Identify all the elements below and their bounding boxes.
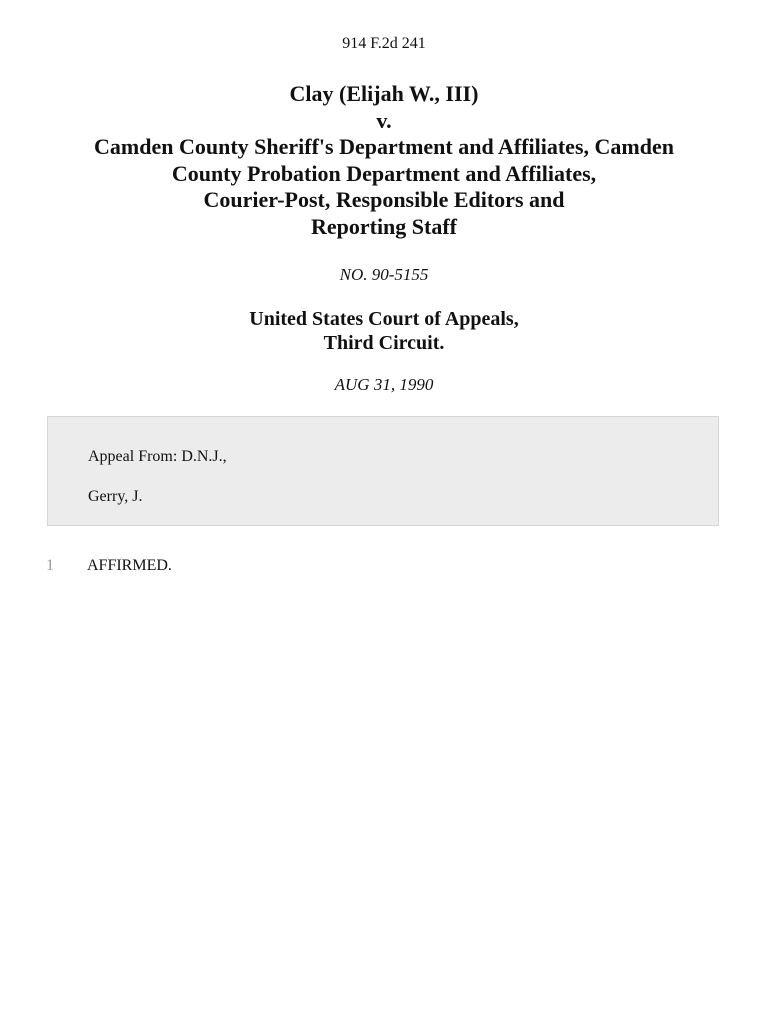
paragraph-text: AFFIRMED.: [87, 557, 172, 574]
judge-text: Gerry, J.: [88, 488, 143, 505]
court-name-line: United States Court of Appeals,: [249, 308, 519, 330]
appeal-from-text: Appeal From: D.N.J.,: [88, 448, 227, 465]
case-title-line: Camden County Sheriff's Department and Affiliates, Camden: [94, 134, 674, 159]
case-title-line: Clay (Elijah W., III): [289, 81, 479, 106]
case-title-line: Reporting Staff: [310, 213, 458, 239]
case-title-line: v.: [376, 107, 392, 133]
court-name-line: Third Circuit.: [323, 332, 445, 354]
case-title-line: Courier-Post, Responsible Editors and: [203, 187, 565, 212]
case-title: [0, 81, 768, 240]
docket-number: NO. 90-5155: [339, 265, 429, 284]
appeal-info-box: [47, 416, 719, 526]
paragraph-number: 1: [46, 557, 54, 574]
case-title-line: County Probation Department and Affiliates,: [171, 160, 597, 186]
case-citation: 914 F.2d 241: [342, 35, 426, 52]
decision-date: AUG 31, 1990: [334, 375, 434, 394]
court-name: [0, 307, 768, 355]
